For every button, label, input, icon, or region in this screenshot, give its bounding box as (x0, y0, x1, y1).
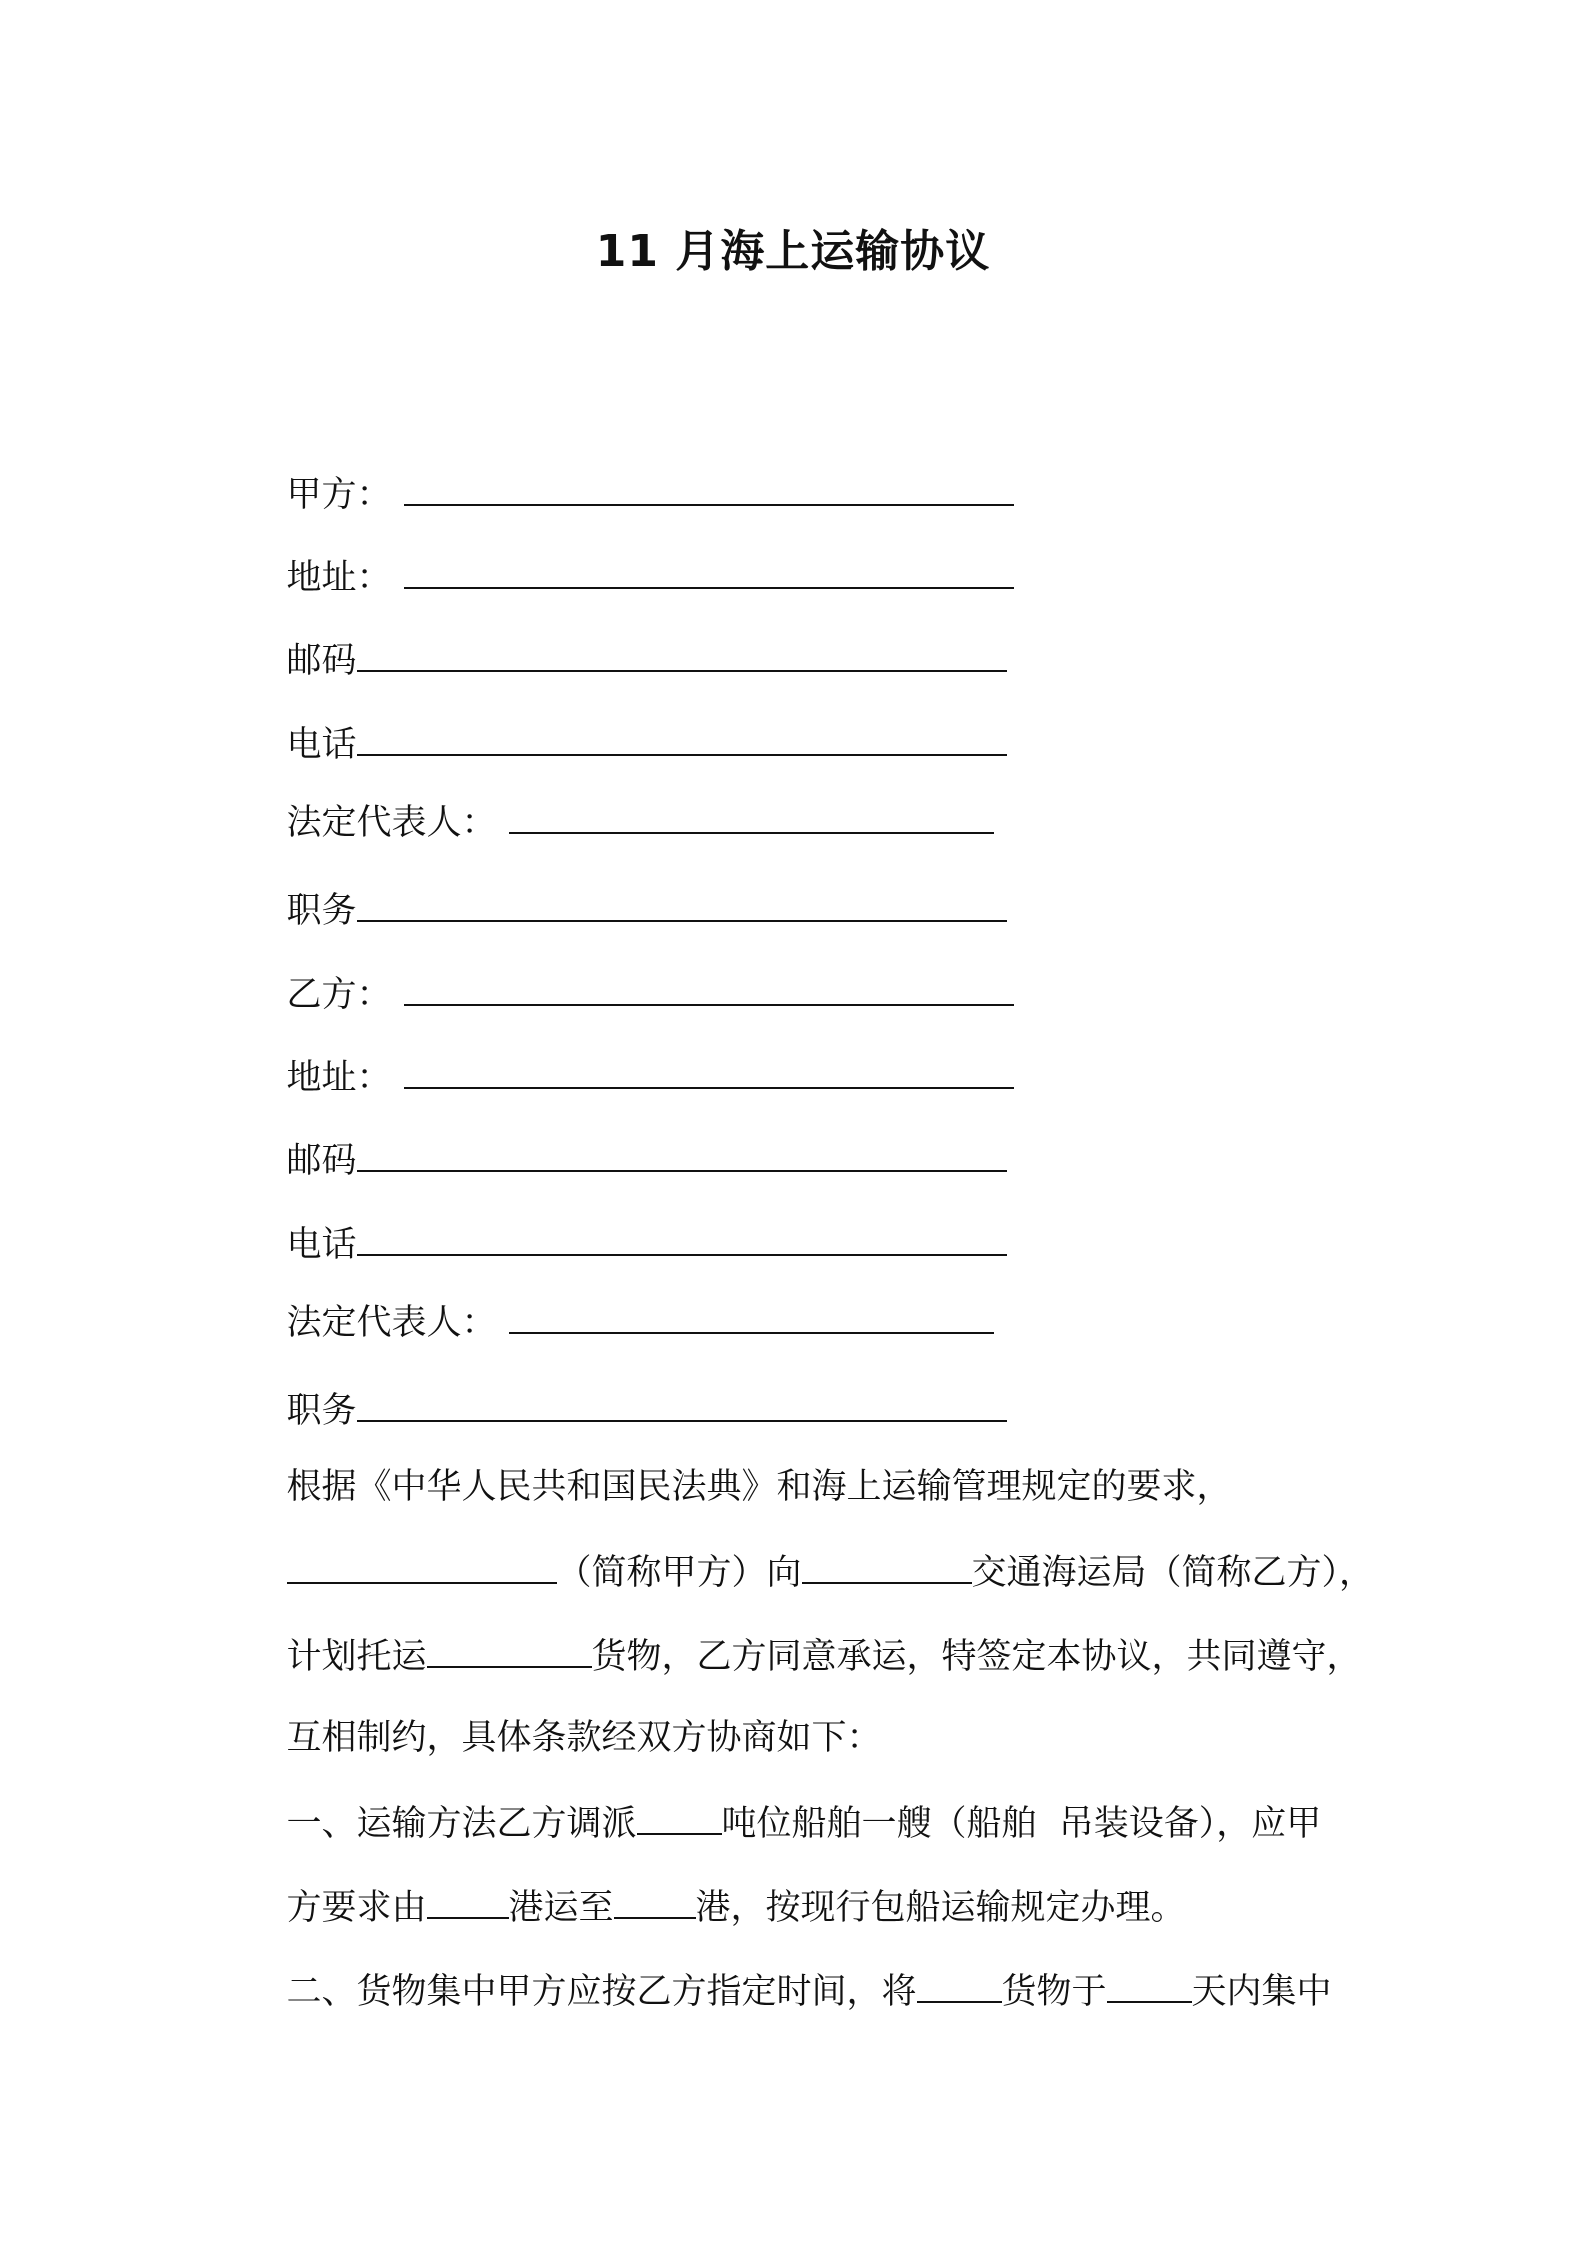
preamble-text-3a: 计划托运 (286, 1637, 427, 1677)
destination-port-blank[interactable] (614, 1881, 696, 1919)
clause-1-text-1b: 吨位船舶一艘（船舶 吊装设备），应甲 (721, 1804, 1322, 1844)
preamble-text-3b: 货物，乙方同意承运，特签定本协议，共同遵守， (591, 1637, 1362, 1677)
party-a-position-label: 职务 (286, 891, 357, 931)
clause-1-text-1a: 一、运输方法乙方调派 (286, 1804, 637, 1844)
party-b-legal-rep-blank[interactable] (509, 1296, 994, 1334)
party-a-legal-rep-label: 法定代表人： (286, 803, 497, 843)
origin-port-blank[interactable] (427, 1881, 509, 1919)
party-a-address-blank[interactable] (404, 551, 1014, 589)
preamble-text-2a: （简称甲方）向 (556, 1553, 802, 1593)
party-a-name-blank[interactable] (404, 468, 1014, 506)
party-b-name-label: 乙方： (286, 975, 392, 1015)
document-title: 11 月海上运输协议 (595, 226, 991, 277)
party-a-address-label: 地址： (286, 558, 392, 598)
party-b-address-label: 地址： (286, 1058, 392, 1098)
party-b-name-blank[interactable] (404, 968, 1014, 1006)
cargo-blank[interactable] (917, 1965, 1002, 2003)
party-b-postcode-label: 邮码 (286, 1141, 357, 1181)
party-b-legal-rep-label: 法定代表人： (286, 1303, 497, 1343)
party-b-phone-label: 电话 (286, 1225, 357, 1265)
party-a-name-label: 甲方： (286, 475, 392, 515)
clause-2-text-1c: 天内集中 (1191, 1972, 1332, 2012)
clause-2-line-1 (242, 1917, 1332, 2064)
party-b-postcode-blank[interactable] (357, 1134, 1007, 1172)
tonnage-blank[interactable] (637, 1797, 722, 1835)
party-b-position-label: 职务 (286, 1391, 357, 1431)
preamble-text-2b: 交通海运局（简称乙方）， (971, 1553, 1375, 1593)
party-a-phone-label: 电话 (286, 725, 357, 765)
clause-2-text-1b: 货物于 (1001, 1972, 1107, 2012)
party-a-position-blank[interactable] (357, 884, 1007, 922)
clause-1-text-2a: 方要求由 (286, 1888, 427, 1928)
party-a-short-name-blank[interactable] (287, 1546, 557, 1584)
preamble-text-1: 根据《中华人民共和国民法典》和海上运输管理规定的要求， (286, 1467, 1232, 1507)
days-blank[interactable] (1107, 1965, 1192, 2003)
clause-1-text-2c: 港，按现行包船运输规定办理。 (695, 1888, 1186, 1928)
clause-2-text-1a: 二、货物集中甲方应按乙方指定时间，将 (286, 1972, 917, 2012)
clause-1-text-2b: 港运至 (508, 1888, 614, 1928)
cargo-name-blank[interactable] (427, 1630, 592, 1668)
party-a-legal-rep-blank[interactable] (509, 796, 994, 834)
party-a-postcode-blank[interactable] (357, 634, 1007, 672)
preamble-text-4: 互相制约，具体条款经双方协商如下： (286, 1718, 882, 1758)
shipper-location-blank[interactable] (802, 1546, 972, 1584)
party-b-address-blank[interactable] (404, 1051, 1014, 1089)
party-a-postcode-label: 邮码 (286, 641, 357, 681)
